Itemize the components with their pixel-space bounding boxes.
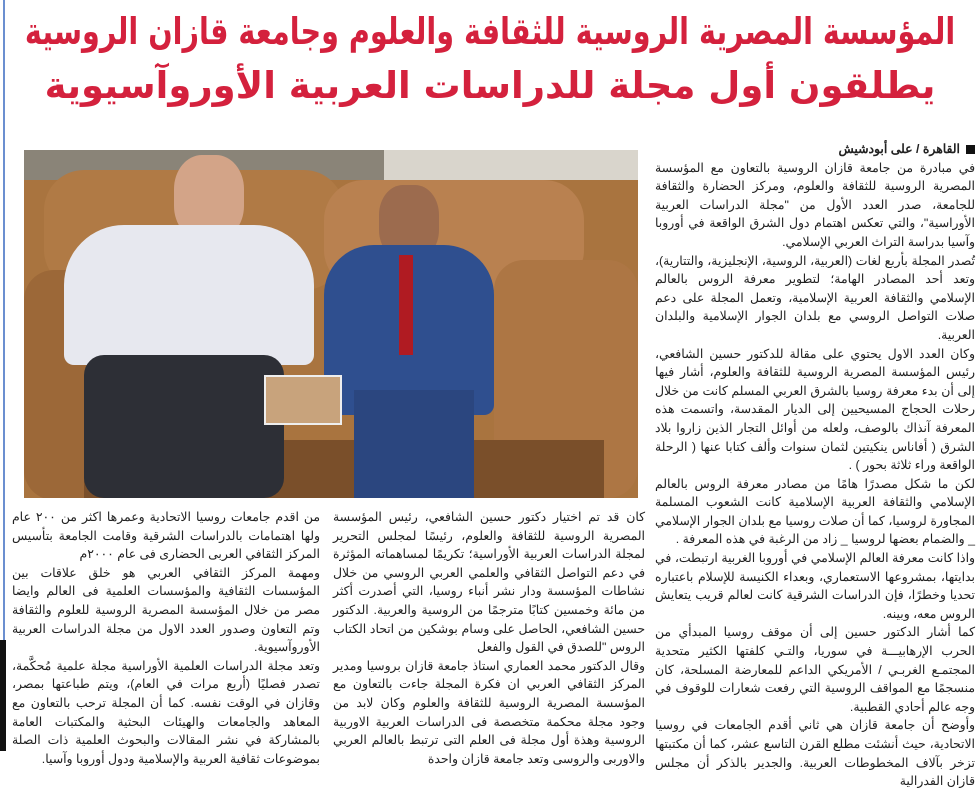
paragraph: لكن ما شكل مصدرًا هامًا من مصادر معرفة الروس بالعالم الإسلامي والثقافة العربية الإسلامية كانت الشعوب المسلمة المجاورة لروسيا، كما أن صلات روسيا مع بلدان الجوار الإسلامي _ والضمام بعضها لروسيا _ زاد من الرغبة في هذه المعرفة . — [655, 476, 975, 547]
page-edge-bar — [0, 640, 6, 751]
paragraph: كان قد تم اختيار دكتور حسين الشافعي، رئيس المؤسسة المصرية الروسية للثقافة والعلوم، رئيسًا لمجلس التحرير لمجلة الدراسات العربية الأوراسية؛ تكريمًا لمساهماته المؤثرة في دعم التواصل الثقافي والعلمي العربي الروسي من خلال نشاطات المؤسسة ودار نشر أنباء روسيا، التي أصدرت أكثر من مائة وخمسين كتابًا مترجمًا من الروسية والعربية. الدكتور حسين الشافعي، الحاصل على وسام بوشكين من اتحاد الكتاب الروس "للصدق في القول والفعل — [333, 510, 645, 655]
headline-line-1: المؤسسة المصرية الروسية للثقافة والعلوم وجامعة قازان الروسية — [24, 10, 956, 53]
article-column-right — [655, 140, 975, 791]
article-column-left — [12, 508, 320, 768]
paragraph: وكان العدد الاول يحتوي على مقالة للدكتور حسين الشافعي، رئيس المؤسسة المصرية الروسية للثقافة والعلوم، أشار فيها إلى أن بدء معرفة روسيا بالشرق العربي المسلم كانت من خلال رحلات الحجاج المسيحيين إلى الديار المقدسة، واتسمت هذه المعرفة آنذاك بالوصف، ولعله من أوائل التجار الذين زاروا بلاد الشرق ( أفاناس ينكيتين لثمان سنوات وألف كتابا عنها ( الرحلة الواقعة وراء ثلاثة بحور ) . — [655, 346, 975, 473]
page-edge-border — [0, 0, 5, 751]
byline — [655, 140, 975, 159]
paragraph: وتعد مجلة الدراسات العلمية الأوراسية مجلة علمية مُحكَّمة، تصدر فصليًا (أربع مرات في العام)، ويتم طباعتها بمصر، وقازان في الوقت نفسه. كما أن المجلة ترحب بالتعاون مع المعاهد والجامعات والهيئات البحثية والمكتبات العامة بالمشاركة في نشر المقالات والبحوث العلمية ذات الصلة بموضوعات ثقافية العربية والإسلامية ودول أوروبا وآسيا. — [12, 658, 320, 766]
paragraph: وأوضح أن جامعة قازان هي ثاني أقدم الجامعات في روسيا الاتحادية، حيث أنشئت مطلع القرن التاسع عشر، كما أن مكتبتها تزخر بآلاف المخطوطات العربية. والجدير بالذكر أن مجلس قازان الفدرالية — [655, 718, 975, 789]
paragraph: كما أشار الدكتور حسين إلى أن موقف روسيا المبدأي من الحرب الإرهابيـــة في سوريا، والتـي كلفتها الكثير متحدية المجتمـع الغربـي / الأمريكي الداعم للمعارضة المسلحة، كان منسجمًا مع المواقف الروسية التي رفعت شعارات للوقوف في وجه عالم أحادي القطبية. — [655, 625, 975, 714]
byline-text: القاهرة / على أبودشيش — [838, 142, 960, 156]
paragraph: من اقدم جامعات روسيا الاتحادية وعمرها اكثر من ٢٠٠ عام ولها اهتمامات بالدراسات الشرقية وقامت الجامعة بتأسيس المركز الثقافي العربى الحضارى فى عام ٢٠٠٠م — [12, 510, 320, 562]
headline — [20, 8, 960, 138]
headline-line-2: يطلقون أول مجلة للدراسات العربية الأوروآسيوية — [44, 64, 936, 107]
paragraph: تُصدر المجلة بأربع لغات (العربية، الروسية، الإنجليزية، والتتارية)، وتعد أحد المصادر الهامة؛ لتطوير معرفة الروس بالعالم الإسلامي والثقافة العربية الإسلامية، وتعمل المجلة على دعم صلات التواصل الروسي مع بلدان الجوار الإسلامية والبلدان العربية. — [655, 253, 975, 342]
article-photo — [24, 150, 638, 498]
paragraph: واذا كانت معرفة العالم الإسلامي في أوروبا الغربية ارتبطت، في بدايتها، بمشروعها الاستعماري، وبعداء الكنيسة للإسلام باعتباره تحديا وخطرًا، فإن الدراسات الشرقية كانت لعالم قريب يتعايش الروس معه، وبينه. — [655, 551, 975, 621]
paragraph: وقال الدكتور محمد العماري استاذ جامعة قازان بروسيا ومدير المركز الثقافي العربي ان فكرة المجلة جاءت بالتعاون مع المؤسسة المصرية الروسية للثقافة والعلوم وكان لابد من وجود مجلة محكمة متخصصة فى الدراسات العربية الاوربية الروسية وهذة أول مجلة فى العلم التى ترتبط بالعالم العربي والاوربى والروسى وتعد جامعة قازان واحدة — [333, 658, 645, 766]
paragraph: ومهمة المركز الثقافي العربي هو خلق علاقات بين المؤسسات الثقافية والمؤسسات العلمية فى العالم وايضا مصر من خلال المؤسسة المصرية الروسية للعلوم والثقافة وتم التعاون وصدور العدد الاول من مجلة الدراسات العربية الأوروآسيوية. — [12, 565, 320, 655]
article-column-middle — [333, 508, 645, 768]
paragraph: في مبادرة من جامعة قازان الروسية بالتعاون مع المؤسسة المصرية الروسية للثقافة والعلوم، ومركز الحضارة والثقافة للجامعة، صدر العدد الأول من "مجلة الدراسات العربية الأوراسية"، والتي تعكس اهتمام دول الشرق الواقعة في أوروبا وآسيا بدراسة التراث العربي الإسلامي. — [655, 160, 975, 249]
bullet-square-icon — [966, 145, 975, 154]
